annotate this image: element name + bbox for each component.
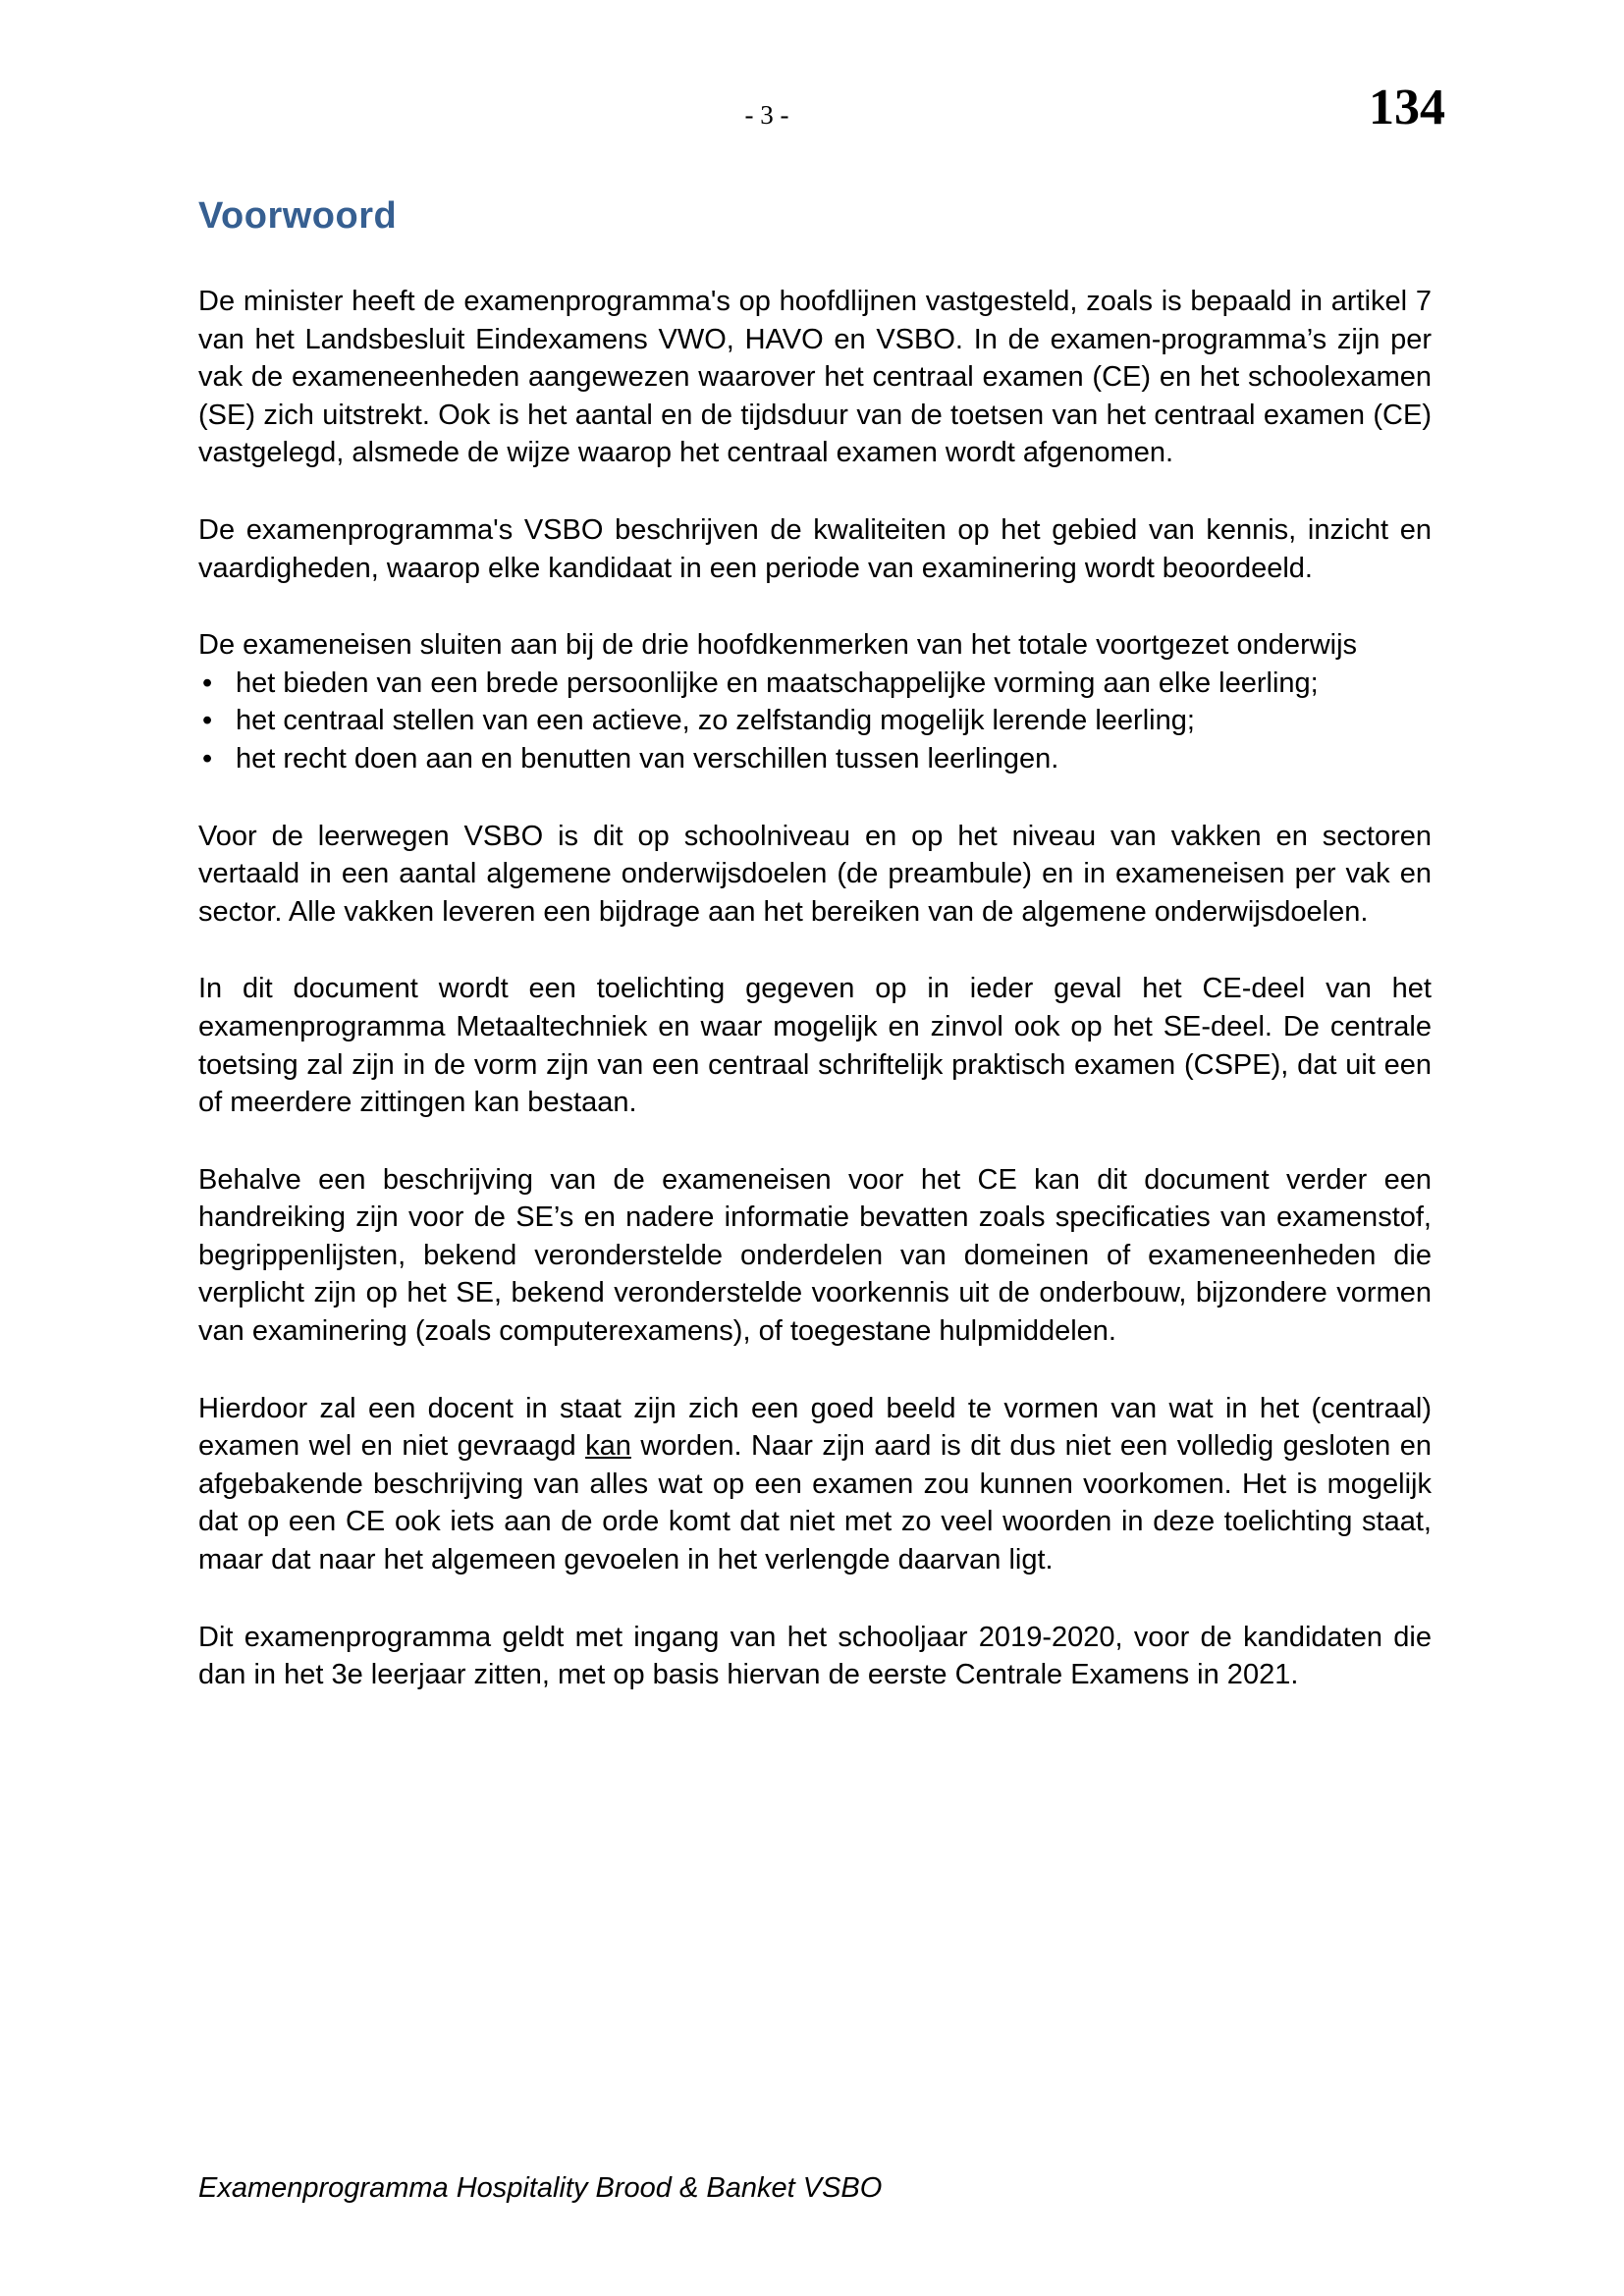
- bullet-list: [198, 665, 1432, 778]
- section-title: Voorwoord: [198, 195, 398, 237]
- page-number: - 3 -: [744, 100, 789, 130]
- bullet-item-text: het recht doen aan en benutten van verschillen tussen leerlingen.: [236, 742, 1059, 774]
- paragraph: Dit examenprogramma geldt met ingang van het schooljaar 2019-2020, voor de kandidaten die dan in het 3e leerjaar zitten, met op basis hiervan de eerste Centrale Examens in 2021.: [198, 1621, 1432, 1691]
- paragraph: De exameneisen sluiten aan bij de drie hoofdkenmerken van het totale voortgezet onderwijs: [198, 629, 1358, 662]
- bullet-item-text: het bieden van een brede persoonlijke en maatschappelijke vorming aan elke leerling;: [236, 667, 1319, 699]
- page-content: [198, 194, 1432, 1734]
- text-run: worden. Naar zijn aard is dit dus niet een volledig gesloten en afgebakende beschrijving van alles wat op een examen zou kunnen voorkomen. Het is mogelijk dat op een CE ook iets aan de orde komt dat niet met zo veel woorden in deze toelichting staat, maar dat naar het algemeen gevoelen in het verlengde daarvan ligt.: [198, 1430, 1432, 1576]
- text-run: Hierdoor zal een docent in staat zijn zich een goed beeld te vormen van wat in het (centraal) examen wel en niet gevraagd: [198, 1392, 1432, 1463]
- document-body: [198, 283, 1432, 1694]
- bullet-item: [198, 740, 1432, 778]
- paragraph: De examenprogramma's VSBO beschrijven de kwaliteiten op het gebied van kennis, inzicht en vaardigheden, waarop elke kandidaat in een periode van examinering wordt beoordeeld.: [198, 513, 1432, 584]
- paragraph: Voor de leerwegen VSBO is dit op schoolniveau en op het niveau van vakken en sectoren vertaald in een aantal algemene onderwijsdoelen (de preambule) en in exameneisen per vak en sector. Alle vakken leveren een bijdrage aan het bereiken van de algemene onderwijsdoelen.: [198, 820, 1432, 928]
- underlined-text: kan: [585, 1430, 631, 1463]
- bullet-item: [198, 665, 1432, 703]
- bullet-icon: •: [202, 705, 213, 737]
- paragraph: Behalve een beschrijving van de exameneisen voor het CE kan dit document verder een handreiking zijn voor de SE’s en nadere informatie bevatten zoals specificaties van examenstof, begrippenlijsten, bekend veronderstelde onderdelen van domeinen of exameneenheden die verplicht zijn op het SE, bekend veronderstelde voorkennis uit de onderbouw, bijzondere vormen van examinering (zoals computerexamens), of toegestane hulpmiddelen.: [198, 1163, 1432, 1348]
- bullet-icon: •: [202, 667, 213, 699]
- paragraph: In dit document wordt een toelichting gegeven op in ieder geval het CE-deel van het examenprogramma Metaaltechniek en waar mogelijk en zinvol ook op het SE-deel. De centrale toetsing zal zijn in de vorm zijn van een centraal schriftelijk praktisch examen (CSPE), dat uit een of meerdere zittingen kan bestaan.: [198, 973, 1432, 1119]
- paragraph: [198, 1390, 1432, 1579]
- folio-number: 134: [1369, 80, 1445, 135]
- bullet-item: [198, 702, 1432, 740]
- bullet-icon: •: [202, 742, 213, 774]
- paragraph: De minister heeft de examenprogramma's op hoofdlijnen vastgesteld, zoals is bepaald in artikel 7 van het Landsbesluit Eindexamens VWO, HAVO en VSBO. In de examen-programma’s zijn per vak de exameneenheden aangewezen waarover het centraal examen (CE) en het schoolexamen (SE) zich uitstrekt. Ook is het aantal en de tijdsduur van de toetsen van het centraal examen (CE) vastgelegd, alsmede de wijze waarop het centraal examen wordt afgenomen.: [198, 286, 1432, 469]
- footer-document-title: Examenprogramma Hospitality Brood & Banket VSBO: [198, 2172, 883, 2204]
- bullet-item-text: het centraal stellen van een actieve, zo zelfstandig mogelijk lerende leerling;: [236, 705, 1195, 737]
